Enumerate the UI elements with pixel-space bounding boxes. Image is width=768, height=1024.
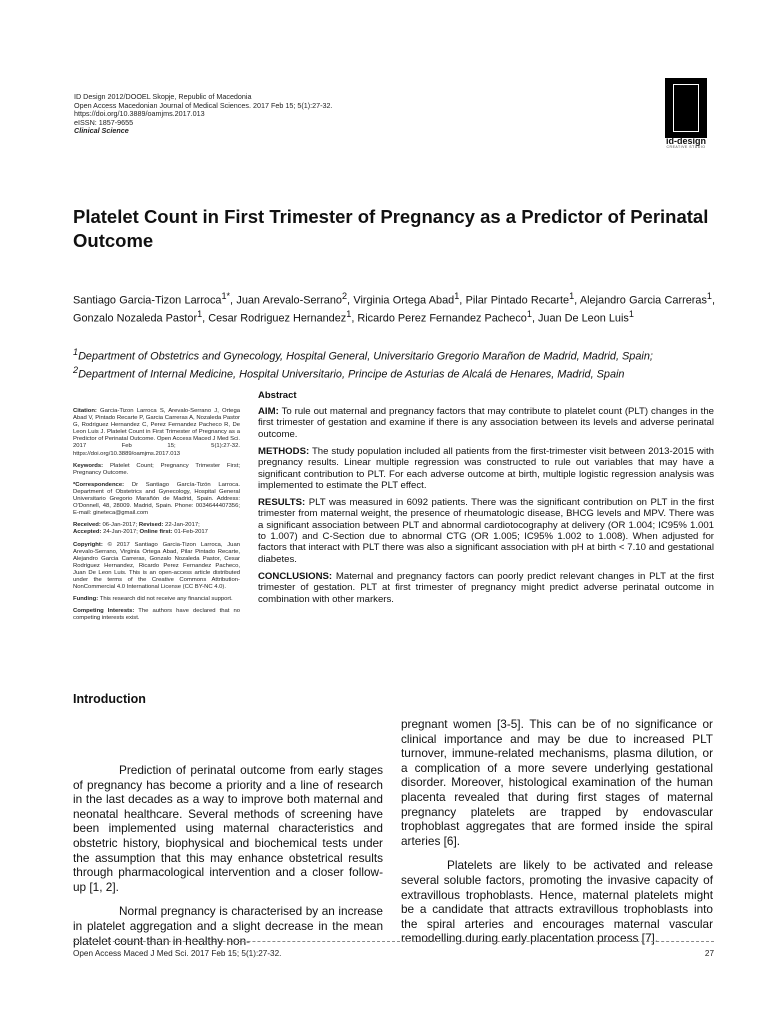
body-paragraph: Normal pregnancy is characterised by an increase in platelet aggregation and a slight decrease in the mean platelet count than in healthy non- (73, 904, 383, 948)
correspondence-block: *Correspondence: Dr Santiago García-Tizón Larroca. Department of Obstetrics and Gynecology, Hospital General Universitario Gregorio Marañón de Madrid, Spain. Address: O'Donnell, 48, 28009. Madrid, Spain. Phone: 0034644407356; E-mail: gineteca@gmail.com (73, 481, 240, 517)
abstract-heading: Abstract (258, 390, 297, 401)
article-info-sidebar (73, 408, 240, 627)
article-title: Platelet Count in First Trimester of Pregnancy as a Predictor of Perinatal Outcome (73, 206, 709, 251)
logo-name: id-design (666, 136, 706, 146)
affiliations (73, 346, 715, 382)
footer-citation: Open Access Maced J Med Sci. 2017 Feb 15; 5(1):27-32. (73, 949, 282, 958)
logo-mark-icon (665, 78, 707, 138)
citation-block: Citation: Garcia-Tizon Larroca S, Arevalo-Serrano J, Ortega Abad V, Pintado Recarte P, Garcia Carreras A, Nozaleda Pastor G, Rodriguez Hernandez C, Perez Fernandez Pacheco R, De Leon Luis J. Platelet Count in First Trimester of Pregnancy as a Predictor of Perinatal Outcome. Open Access Maced J Med Sci. 2017 Feb 15; 5(1):27-32. https://doi.org/10.3889/oamjms.2017.013 (73, 408, 240, 457)
competing-interests-block: Competing Interests: The authors have declared that no competing interests exist. (73, 608, 241, 622)
abstract-methods: METHODS: The study population included all patients from the first-trimester visit between 2013-2015 with pregnancy results. Linear multiple regression was constructed to rule out variables that may have a significant contribution to PLT. For each adverse outcome at birth, multiple logistic regression analysis was implemented to estimate the PLT effect. (258, 445, 714, 491)
eissn-line: eISSN: 1857-9655 (74, 117, 134, 127)
publisher-line: ID Design 2012/DOOEL Skopje, Republic of Macedonia (74, 92, 252, 101)
section-label: Clinical Science (74, 126, 129, 136)
journal-header (74, 93, 494, 136)
body-column-left (73, 763, 383, 958)
body-paragraph: Platelets are likely to be activated and release several soluble factors, promoting the invasive capacity of extravillous trophoblasts. Hence, maternal platelets might be a candidate that attracts extravillous trophoblasts into the spiral arteries and encourages maternal vascular remodelling during early placentation process [7]. (401, 858, 713, 946)
affiliation-1: $^1$Department of Obstetrics and Gynecology, Hospital General, Universitario Gregorio Marañon de Madrid, Madrid, Spain; (73, 347, 653, 363)
abstract-body (258, 406, 714, 611)
keywords-block: Keywords: Platelet Count; Pregnancy Trimester First; Pregnancy Outcome. (73, 462, 240, 476)
logo-subtitle: CREATIVE STUDIO (666, 145, 706, 149)
body-column-right (401, 717, 713, 956)
body-paragraph: pregnant women [3-5]. This can be of no significance or clinical importance and may be due to increased PLT turnover, immune-related mechanisms, plasma dilution, or a complication of a more severe underlying gestational disorder. Moreover, histological examination of the human placenta revealed that during first stages of maternal pregnancy platelets are trapped by endovascular trophoblast aggregates that are formed inside the spiral arteries [6]. (401, 717, 713, 848)
body-paragraph: Prediction of perinatal outcome from early stages of pregnancy has become a priority and a line of research in the last decades as a way to improve both maternal and neonatal healthcare. Several methods of screening have been implemented using maternal characteristics and obstetric history, biophysical and biochemical tests under the assumption that this may enhance obstetrical results through pharmacological intervention and a closer follow-up [1, 2]. (73, 763, 383, 894)
abstract-conclusions: CONCLUSIONS: Maternal and pregnancy factors can poorly predict relevant changes in PLT at the first trimester of gestation. PLT at first trimester of pregnancy might predict adverse perinatal outcome in combination with other markers. (258, 570, 715, 605)
funding-block: Funding: This research did not receive any financial support. (73, 596, 233, 603)
author-list: Santiago Garcia-Tizon Larroca$^{1*}$, Juan Arevalo-Serrano$^2$, Virginia Ortega Abad$^1$, Pilar Pintado Recarte$^1$, Alejandro Garcia Carreras$^1$, Gonzalo Nozaleda Pastor$^1$, Cesar Rodriguez Hernandez$^1$, Ricardo Perez Fernandez Pacheco$^1$, Juan De Leon Luis$^1$ (73, 291, 715, 325)
affiliation-2: $^2$Department of Internal Medicine, Hospital Universitario, Principe de Asturias de Alcalá de Henares, Madrid, Spain (73, 364, 625, 381)
doi-link[interactable]: https://doi.org/10.3889/oamjms.2017.013 (74, 109, 205, 119)
id-design-logo (664, 78, 706, 150)
introduction-heading: Introduction (73, 692, 146, 706)
page-number: 27 (704, 949, 714, 958)
footer-divider (73, 941, 714, 942)
abstract-results: RESULTS: PLT was measured in 6092 patients. There was the significant contribution on PLT in the first trimester from maternal weight, the presence of rheumatologic disease, BHCG levels and MPV. There was a significant association between PLT and abnormal cardiotocography at delivery (OR 1.004; IC95% 1.001 to 1.007) and C-Section due to abnormal CTG (OR 1.005; IC95% 1.002 to 1.008). When adjusted for factors that interact with PLT there was also a significant association with pH at birth < 7.10 and gestational diabetes. (258, 496, 714, 565)
dates-block: Received: 06-Jan-2017; Revised: 22-Jan-2017; Accepted: 24-Jan-2017; Online first: 01-Feb-2017 (73, 522, 208, 536)
abstract-aim: AIM: To rule out maternal and pregnancy factors that may contribute to platelet count (PLT) changes in the first trimester of gestation and examine if there is any association between its levels and adverse perinatal outcome. (258, 406, 714, 440)
copyright-block: Copyright: © 2017 Santiago Garcia-Tizon Larroca, Juan Arevalo-Serrano, Virginia Ortega Abad, Pilar Pintado Recarte, Alejandro Garcia Carreras, Gonzalo Nozaleda Pastor, Cesar Rodriguez Hernandez, Ricardo Perez Fernandez Pacheco, Juan De Leon Luis. This is an open-access article distributed under the terms of the Creative Commons Attribution-NonCommercial 4.0 International License (CC BY-NC 4.0). (73, 541, 241, 591)
journal-citation-line: Open Access Macedonian Journal of Medical Sciences. 2017 Feb 15; 5(1):27-32. (74, 100, 333, 110)
